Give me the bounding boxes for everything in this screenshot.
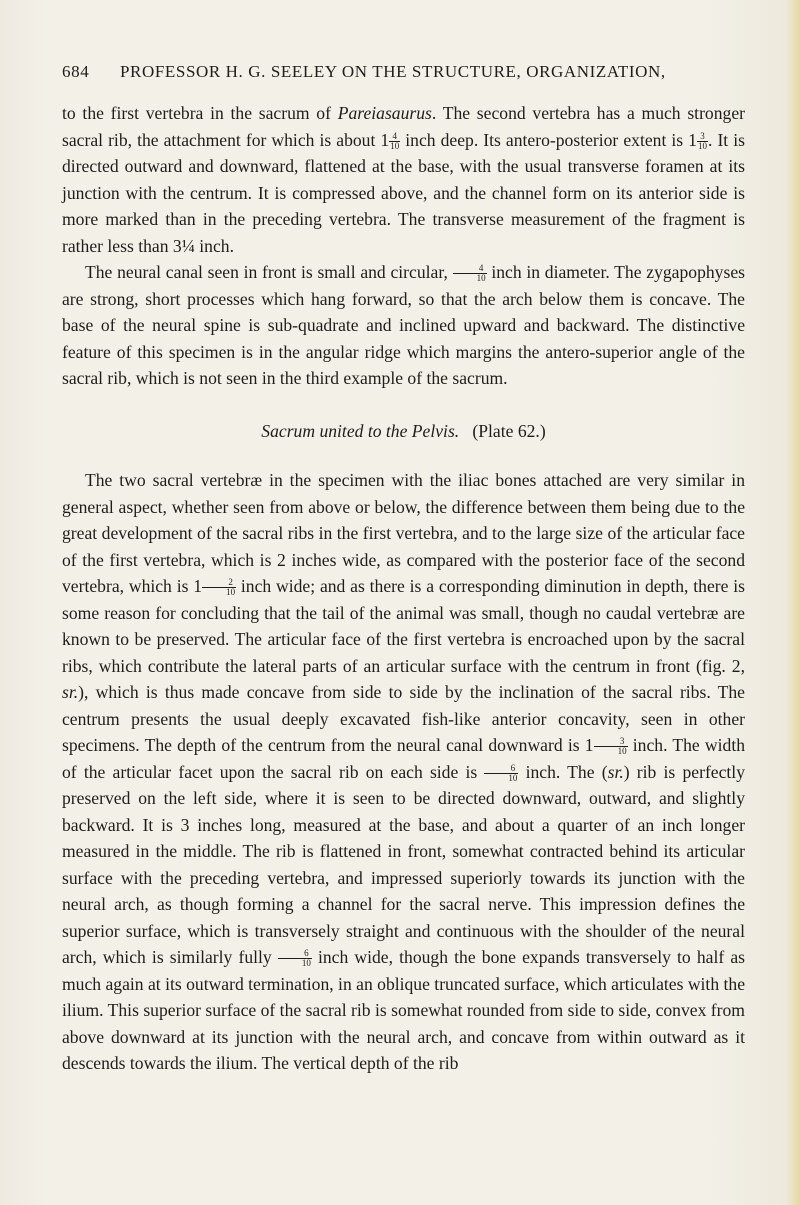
fraction: $\frac{3}{10}$: [697, 130, 707, 151]
fraction: $\frac{3}{10}$: [594, 737, 628, 756]
fraction: $\frac{2}{10}$: [202, 578, 236, 597]
section-heading: [62, 418, 745, 445]
running-header: [0, 62, 800, 86]
fraction: $\frac{4}{10}$: [390, 130, 400, 151]
paragraph-2: The neural canal seen in front is small and circular, $\frac{4}{10}$ inch in diameter. The zygapophyses are strong, short processes which hang forward, so that the arch below them is concave. The base of the neural spine is sub-quadrate and inclined upward and backward. The distinctive feature of this specimen is in the angular ridge which margins the antero-superior angle of the sacral rib, which is not seen in the third example of the sacrum.: [62, 262, 745, 388]
page-edge: [786, 0, 800, 1205]
figure-label: sr.: [62, 682, 79, 702]
section-title: Sacrum united to the Pelvis.: [261, 420, 460, 441]
fraction: $\frac{6}{10}$: [278, 949, 312, 968]
taxon-name: Pareiasaurus: [337, 103, 432, 123]
figure-label: sr.: [607, 761, 624, 782]
paragraph-1: to the first vertebra in the sacrum of Pareiasaurus. The second vertebra has a much stronger sacral rib, the attachment for which is about 1 $\frac{4}{10}$ inch deep. Its antero-posterior extent is 1 $\frac{3}{10}$ . It is directed outward and downward, flattened at the base, with the usual transverse foramen at its junction with the centrum. It is compressed above, and the channel form on its anterior side is more marked than in the preceding vertebra. The transverse measurement of the fragment is rather less than 3¼ inch.: [62, 103, 745, 256]
fraction: $\frac{4}{10}$: [453, 264, 487, 283]
body-text: [62, 100, 745, 1077]
page-number: 684: [62, 62, 90, 81]
plate-reference: (Plate 62.): [472, 420, 546, 441]
paragraph-3: The two sacral vertebræ in the specimen with the iliac bones attached are very similar in general aspect, whether seen from above or below, the difference between them being due to the great development of the sacral ribs in the first vertebra, and to the large size of the articular face of the first vertebra, which is 2 inches wide, as compared with the posterior face of the second vertebra, which is 1 $\frac{2}{10}$ inch wide; and as there is a corresponding diminution in depth, there is some reason for concluding that the tail of the animal was small, though no caudal vertebræ are known to be preserved. The articular face of the first vertebra is encroached upon by the sacral ribs, which contribute the lateral parts of an articular surface with the centrum in front (fig. 2, sr.), which is thus made concave from side to side by the inclination of the sacral ribs. The centrum presents the usual deeply excavated fish-like anterior concavity, seen in other specimens. The depth of the centrum from the neural canal downward is 1 $\frac{3}{10}$ inch. The width of the articular facet upon the sacral rib on each side is $\frac{6}{10}$ inch. The (sr.) rib is perfectly preserved on the left side, where it is seen to be directed downward, outward, and slightly backward. It is 3 inches long, measured at the base, and about a quarter of an inch longer measured in the middle. The rib is flattened in front, somewhat contracted behind its articular surface with the preceding vertebra, and impressed superiorly towards its junction with the neural arch, as though forming a channel for the sacral nerve. This impression defines the superior surface, which is transversely straight and continuous with the shoulder of the neural arch, which is similarly fully $\frac{6}{10}$ inch wide, though the bone expands transversely to half as much again at its outward termination, in an oblique truncated surface, which articulates with the ilium. This superior surface of the sacral rib is somewhat rounded from side to side, convex from above downward at its junction with the neural arch, and concave from within outward as it descends towards the ilium. The vertical depth of the rib: [62, 470, 746, 1073]
fraction: $\frac{6}{10}$: [484, 764, 518, 783]
running-title: PROFESSOR H. G. SEELEY ON THE STRUCTURE, ORGANIZATION,: [120, 62, 666, 81]
